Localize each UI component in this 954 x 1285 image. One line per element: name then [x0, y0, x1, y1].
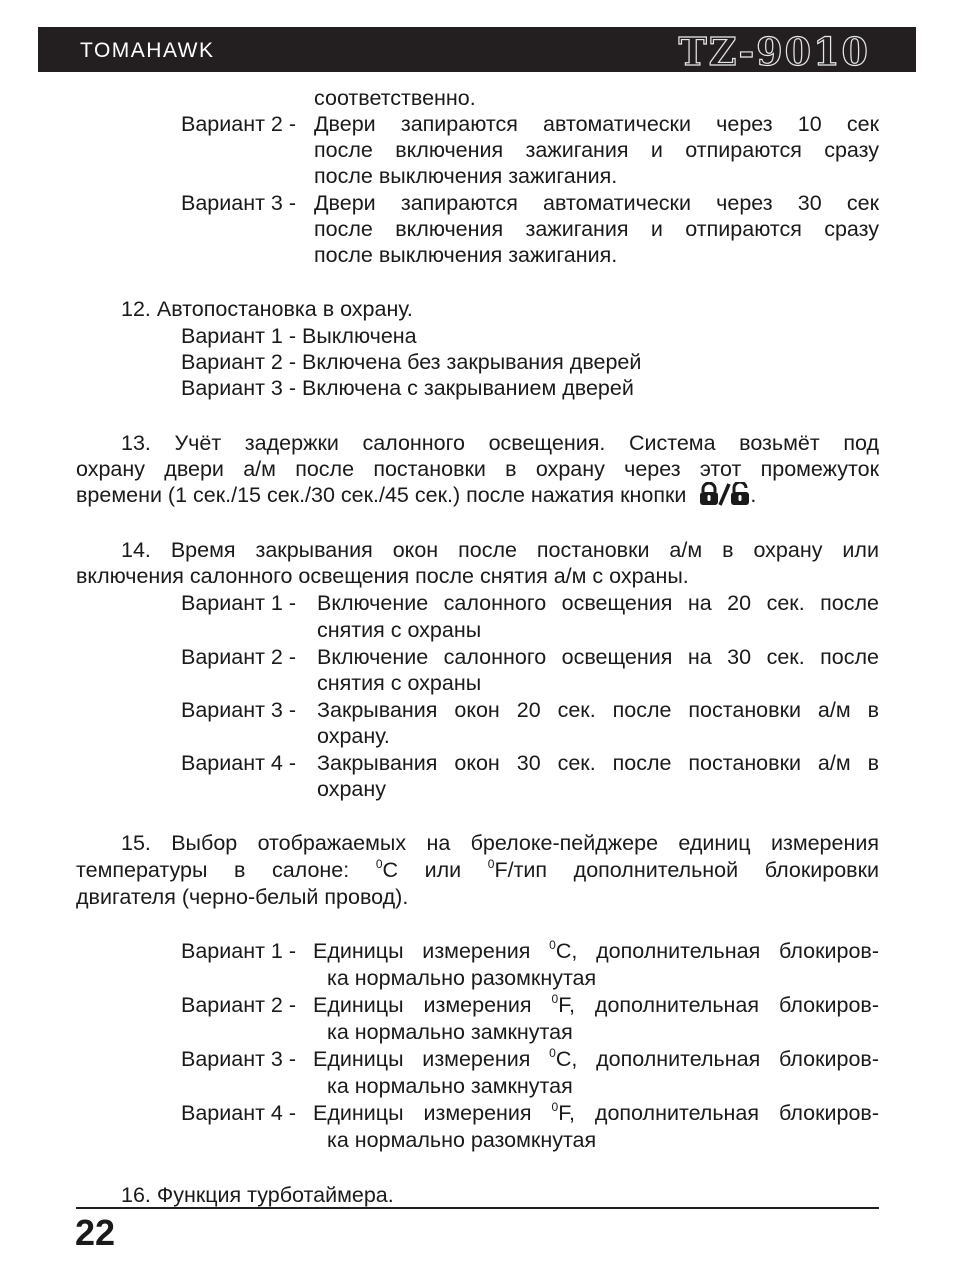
- paragraph-line: двигателя (черно-белый провод).: [76, 885, 409, 909]
- option-text: Включение салонного освещения на 30 сек. после: [317, 645, 879, 669]
- paragraph-line: охрану двери а/м после постановки в охрану через этот промежуток: [76, 457, 879, 481]
- option-text: Включение салонного освещения на 20 сек. после: [317, 591, 879, 615]
- degree-sign: 0: [487, 857, 495, 871]
- paragraph-text: F/тип дополнительной блокировки: [494, 858, 879, 882]
- page-header: [38, 27, 916, 72]
- option-line: Вариант 2 - Включена без закрывания дверей: [181, 350, 642, 374]
- option-label: Вариант 2 -: [181, 645, 297, 669]
- option-label: Вариант 4 -: [181, 1101, 297, 1125]
- option-line: Вариант 1 - Выключена: [181, 324, 417, 348]
- section-title: 12. Автопостановка в охрану.: [121, 297, 413, 321]
- paragraph-line: 13. Учёт задержки салонного освещения. Система возьмёт под: [121, 431, 879, 455]
- degree-sign: 0: [375, 857, 383, 871]
- paragraph-text: температуры в салоне:: [76, 858, 350, 882]
- option-text: после выключения зажигания.: [314, 243, 618, 267]
- footer-divider: [76, 1207, 879, 1209]
- option-text: Двери запираются автоматически через 10 сек: [314, 112, 879, 136]
- option-label: Вариант 3 -: [181, 191, 297, 215]
- option-text: охрану.: [317, 724, 390, 748]
- option-text: [313, 992, 879, 1022]
- paragraph-line: [76, 857, 879, 887]
- option-text: ка нормально замкнутая: [327, 1020, 573, 1044]
- option-text: снятия с охраны: [317, 671, 482, 695]
- page-number: 22: [75, 1212, 116, 1253]
- option-label: Вариант 2 -: [181, 993, 297, 1017]
- paragraph-text: времени (1 сек./15 сек./30 сек./45 сек.) после нажатия кнопки: [76, 483, 687, 507]
- degree-sign: 0: [549, 938, 556, 952]
- brand-name: TOMAHAWK: [80, 39, 215, 62]
- option-text-part: F, дополнительная блокиров-: [558, 1101, 879, 1125]
- option-text: [313, 1046, 879, 1076]
- option-text: после включения зажигания и отпираются сразу: [314, 217, 879, 241]
- paragraph-line: 15. Выбор отображаемых на брелоке-пейджере единиц измерения: [121, 831, 879, 855]
- option-text-part: C, дополнительная блокиров-: [555, 939, 879, 963]
- model-name: TZ-9010: [678, 29, 870, 74]
- option-text: ка нормально разомкнутая: [327, 1128, 597, 1152]
- option-text-part: Единицы измерения: [313, 1101, 532, 1125]
- option-label: Вариант 1 -: [181, 591, 297, 615]
- option-text-part: Единицы измерения: [313, 939, 531, 963]
- option-text-part: Единицы измерения: [313, 1047, 531, 1071]
- lock-closed-icon: [700, 483, 718, 505]
- option-label: Вариант 2 -: [181, 112, 297, 136]
- option-text: Двери запираются автоматически через 30 сек: [314, 191, 879, 215]
- paragraph-text: .: [750, 483, 757, 507]
- option-text: [313, 1100, 879, 1130]
- option-text: ка нормально разомкнутая: [327, 966, 597, 990]
- paragraph-line: включения салонного освещения после снятия а/м с охраны.: [76, 564, 689, 588]
- option-text: охрану: [317, 777, 387, 801]
- option-text-part: C, дополнительная блокиров-: [555, 1047, 879, 1071]
- option-text: [313, 938, 879, 968]
- option-label: Вариант 1 -: [181, 939, 297, 963]
- option-text-part: F, дополнительная блокиров-: [558, 993, 879, 1017]
- degree-sign: 0: [549, 1046, 556, 1060]
- option-text: Закрывания окон 30 сек. после постановки а/м в: [317, 751, 879, 775]
- option-line: Вариант 3 - Включена с закрыванием дверей: [181, 376, 634, 400]
- lock-unlock-button-icon: [698, 482, 750, 512]
- degree-sign: 0: [551, 1100, 559, 1114]
- option-text: Закрывания окон 20 сек. после постановки а/м в: [317, 698, 879, 722]
- option-text: снятия с охраны: [317, 618, 482, 642]
- option-text-part: Единицы измерения: [313, 993, 532, 1017]
- option-label: Вариант 4 -: [181, 751, 297, 775]
- section-title: 16. Функция турботаймера.: [121, 1183, 394, 1207]
- degree-sign: 0: [551, 992, 559, 1006]
- paragraph-line: 14. Время закрывания окон после постановки а/м в охрану или: [121, 538, 879, 562]
- lock-open-icon: [731, 482, 749, 505]
- option-text: после включения зажигания и отпираются сразу: [314, 138, 879, 162]
- option-label: Вариант 3 -: [181, 698, 297, 722]
- paragraph-text: C или: [382, 858, 462, 882]
- option-label: Вариант 3 -: [181, 1047, 297, 1071]
- continuation-text: соответственно.: [314, 86, 476, 110]
- paragraph-line: [76, 482, 756, 512]
- option-text: после выключения зажигания.: [314, 164, 618, 188]
- option-text: ка нормально замкнутая: [327, 1074, 573, 1098]
